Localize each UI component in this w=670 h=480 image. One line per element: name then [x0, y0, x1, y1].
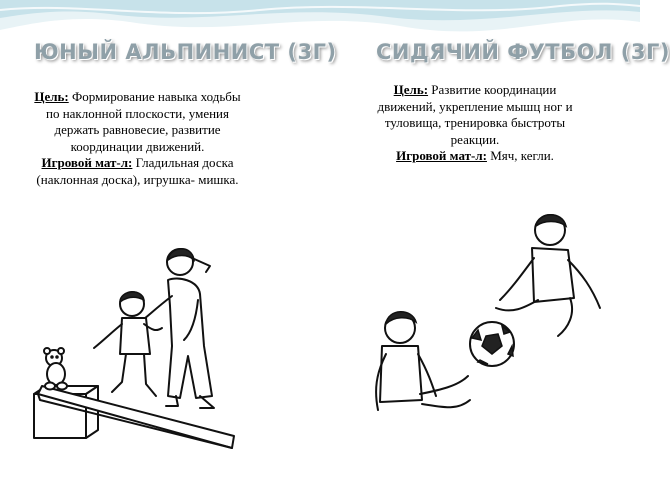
goal-label: Цель:: [393, 82, 429, 97]
material-label: Игровой мат-л:: [41, 155, 133, 170]
goal-text: Развитие координации движений, укрепление мышц ног и туловища, тренировка быстроты реакции.: [377, 82, 573, 147]
section-title-sitting-football: СИДЯЧИЙ ФУТБОЛ (3Г): [376, 40, 670, 64]
section-description-sitting-football: [366, 82, 584, 165]
goal-text: Формирование навыка ходьбы по наклонной плоскости, умения держать равновесие, развитие координации движений.: [45, 89, 241, 154]
section-title-young-climber: ЮНЫЙ АЛЬПИНИСТ (3Г): [34, 40, 337, 64]
child-back-figure: [496, 215, 600, 336]
goal-label: Цель:: [34, 89, 69, 104]
teddy-bear: [44, 348, 67, 390]
child-front-figure: [376, 312, 470, 410]
illustration-sitting-football: [362, 204, 612, 432]
material-text: Гладильная доска (наклонная доска), игрушка- мишка.: [36, 155, 239, 187]
child-figure: [94, 292, 162, 396]
material-text: Мяч, кегли.: [486, 148, 554, 163]
material-label: Игровой мат-л:: [396, 148, 487, 163]
soccer-ball: [470, 322, 514, 366]
illustration-climbing-board: [28, 236, 240, 452]
section-description-young-climber: [30, 89, 245, 188]
